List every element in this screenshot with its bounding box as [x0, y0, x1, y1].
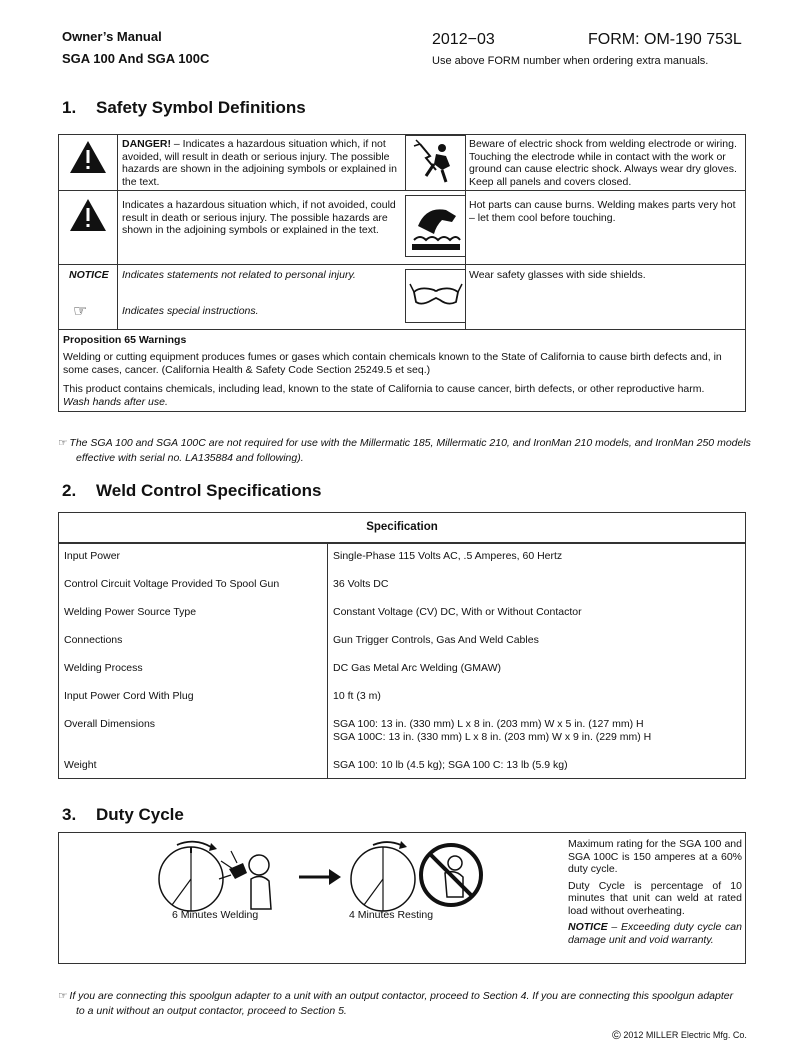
spec-value: Single-Phase 115 Volts AC, .5 Amperes, 60 Hertz	[333, 550, 563, 562]
danger-definition	[122, 138, 402, 188]
manual-title: Owner’s Manual	[62, 29, 162, 44]
spec-label: Overall Dimensions	[64, 718, 156, 730]
issue-date: 2012−03	[432, 31, 495, 48]
safety-glasses-icon	[406, 270, 465, 322]
duty-cycle-box	[58, 832, 746, 964]
resting-clock-icon	[351, 841, 415, 911]
prop65-paragraph-2: This product contains chemicals, including lead, known to the state of California to cause cancer, birth defects, or other reproductive harm.	[63, 383, 705, 395]
notice-definition: Indicates statements not related to personal injury.	[122, 269, 356, 281]
note-line-1: If you are connecting this spoolgun adapter to a unit with an output contactor, proceed to Section 4. If you are connecting this spoolgun adapter	[69, 990, 734, 1002]
spec-label: Weight	[64, 759, 97, 771]
spec-label: Input Power Cord With Plug	[64, 690, 194, 702]
prop65-title: Proposition 65 Warnings	[63, 334, 187, 346]
pointing-hand-icon: ☞	[58, 990, 68, 1002]
spec-label: Welding Power Source Type	[64, 606, 197, 618]
warning-definition: Indicates a hazardous situation which, if not avoided, could result in death or serious injury. The possible hazards are shown in the adjoining symbols or explained in the text.	[122, 199, 396, 236]
copyright-symbol: ©	[612, 1028, 621, 1042]
spec-value: Constant Voltage (CV) DC, With or Without Contactor	[333, 606, 582, 618]
electric-shock-symbol	[405, 135, 466, 191]
proposition-65-block	[59, 332, 745, 417]
safety-glasses-symbol	[405, 269, 466, 323]
document-header	[62, 26, 209, 70]
section-number: 3.	[62, 805, 77, 824]
contactor-note	[58, 989, 758, 1019]
prop65-paragraph-1: Welding or cutting equipment produces fumes or gases which contain chemicals known to the State of California to cause birth defects and, in some cases, cancer. (California Health & Safety Code Section 25249.5 et seq.)	[63, 351, 722, 376]
copyright-notice	[612, 1028, 747, 1042]
spec-value: 36 Volts DC	[333, 578, 389, 590]
duty-notice	[568, 921, 742, 946]
prop65-paragraph-3: Wash hands after use.	[63, 396, 168, 408]
spec-value-line-2: SGA 100C: 13 in. (330 mm) L x 8 in. (203 mm) W x 9 in. (229 mm) H	[333, 731, 652, 743]
glasses-definition: Wear safety glasses with side shields.	[469, 269, 646, 281]
warning-triangle-icon	[59, 191, 117, 265]
section-title: Duty Cycle	[96, 805, 184, 824]
shock-definition: Beware of electric shock from welding electrode or wiring. Touching the electrode while in contact with the work or ground can cause electric shock. Always wear dry gloves. Keep all panels and covers closed.	[469, 138, 737, 188]
warning-symbol-cell	[59, 191, 117, 264]
warning-triangle-icon	[59, 135, 117, 191]
pointing-hand-icon: ☞	[58, 437, 68, 449]
note-line-1: The SGA 100 and SGA 100C are not required for use with the Millermatic 185, Millermatic 210, and IronMan 210 models, and IronMan 250 models	[69, 437, 751, 449]
spec-value: Gun Trigger Controls, Gas And Weld Cables	[333, 634, 539, 646]
special-instructions-definition: Indicates special instructions.	[122, 305, 259, 317]
max-rating-text: Maximum rating for the SGA 100 and SGA 100C is 150 amperes at a 60% duty cycle.	[568, 838, 742, 875]
section-title: Safety Symbol Definitions	[96, 98, 306, 117]
pointing-hand-icon: ☞	[73, 303, 88, 320]
section-3-heading	[62, 805, 184, 825]
spec-label: Connections	[64, 634, 123, 646]
section-number: 2.	[62, 481, 77, 500]
note-line-2: to a unit without an output contactor, proceed to Section 5.	[76, 1005, 347, 1017]
section-title: Weld Control Specifications	[96, 481, 322, 500]
spec-value: DC Gas Metal Arc Welding (GMAW)	[333, 662, 502, 674]
spec-value: SGA 100: 10 lb (4.5 kg); SGA 100 C: 13 lb (5.9 kg)	[333, 759, 568, 771]
welding-clock-icon	[159, 842, 223, 911]
hot-parts-symbol	[405, 195, 466, 257]
table-header: Specification	[59, 513, 745, 544]
notice-text: – Exceeding duty cycle can damage unit and void warranty.	[568, 921, 742, 946]
product-name: SGA 100 And SGA 100C	[62, 51, 210, 66]
welder-icon	[219, 851, 271, 909]
spec-label: Input Power	[64, 550, 121, 562]
spec-label: Control Circuit Voltage Provided To Spool Gun	[64, 578, 280, 590]
column-divider	[327, 544, 328, 778]
safety-symbol-table	[58, 134, 746, 412]
column-divider	[117, 135, 118, 330]
welding-label: 6 Minutes Welding	[172, 909, 259, 921]
note-line-2: effective with serial no. LA135884 and following).	[76, 452, 304, 464]
danger-text: – Indicates a hazardous situation which, if not avoided, will result in death or serious injury. The possible hazards are shown in the adjoining symbols or explained in the text.	[122, 138, 397, 188]
section-1-heading	[62, 98, 306, 118]
arrow-right-icon	[299, 869, 341, 885]
no-welding-icon	[421, 845, 481, 905]
duty-cycle-definition: Duty Cycle is percentage of 10 minutes that unit can weld at rated load without overheating.	[568, 879, 742, 917]
spec-value: 10 ft (3 m)	[333, 690, 381, 702]
form-note: Use above FORM number when ordering extra manuals.	[432, 55, 709, 67]
danger-symbol-cell	[59, 135, 117, 190]
form-number: FORM: OM-190 753L	[588, 31, 742, 48]
specification-table	[58, 512, 746, 779]
danger-label: DANGER!	[122, 138, 171, 150]
spec-value: SGA 100: 13 in. (330 mm) L x 8 in. (203 mm) W x 5 in. (127 mm) H	[333, 718, 644, 730]
notice-label: NOTICE	[568, 921, 608, 933]
spec-label: Welding Process	[64, 662, 143, 674]
hot-parts-icon	[406, 196, 465, 256]
hot-parts-definition: Hot parts can cause burns. Welding makes parts very hot – let them cool before touching.	[469, 199, 736, 224]
compatibility-note	[58, 436, 758, 466]
duty-cycle-description	[568, 838, 742, 950]
section-number: 1.	[62, 98, 77, 117]
electric-shock-icon	[406, 136, 465, 190]
resting-label: 4 Minutes Resting	[349, 909, 434, 921]
notice-label: NOTICE	[69, 269, 109, 281]
copyright-text: 2012 MILLER Electric Mfg. Co.	[623, 1030, 747, 1040]
duty-cycle-diagram	[151, 839, 551, 919]
section-2-heading	[62, 481, 321, 501]
